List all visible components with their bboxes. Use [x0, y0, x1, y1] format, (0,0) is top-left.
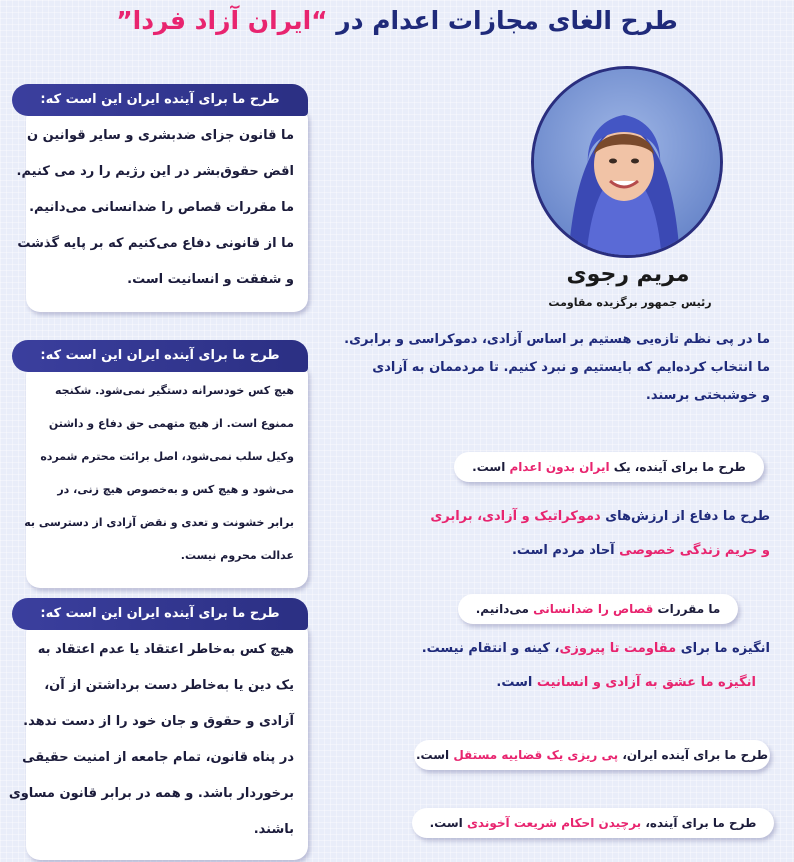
plan-card-body: [26, 362, 308, 588]
intro-paragraph: [310, 326, 770, 410]
pill-text: می‌دانیم.: [475, 602, 534, 616]
plan-pill-no-execution: [454, 452, 764, 482]
motivation-highlight: انگیزه ما عشق به آزادی و انسانیت: [536, 675, 756, 690]
values-text: آحاد مردم است.: [511, 543, 620, 558]
plan-card-line: ما از قانونی دفاع می‌کنیم که بر پایه گذشت: [17, 236, 294, 251]
pill-text: طرح ما برای آینده ایران،: [618, 748, 768, 762]
plan-pill-judiciary: [414, 740, 770, 770]
pill-text: طرح ما برای آینده،: [641, 816, 757, 830]
pill-text: طرح ما برای آینده، یک: [609, 460, 746, 474]
pill-highlight: ایران بدون اعدام: [509, 460, 610, 474]
pill-text: است.: [429, 816, 467, 830]
motivation-text: انگیزه ما برای: [676, 641, 770, 656]
values-paragraph: [430, 500, 770, 568]
intro-line: و خوشبختی برسند.: [645, 388, 770, 403]
motivation-paragraph: [422, 632, 770, 700]
plan-card-line: در پناه قانون، تمام جامعه از امنیت حقیقی: [22, 750, 294, 765]
plan-card-line: آزادی و حقوق و جان خود را از دست ندهد.: [23, 714, 294, 729]
values-highlight: دموکراتیک و آزادی، برابری: [430, 509, 601, 524]
pill-highlight: برچیدن احکام شریعت آخوندی: [466, 816, 642, 830]
plan-card-line: یک دین یا به‌خاطر دست برداشتن از آن،: [44, 678, 294, 693]
pill-text: ما مقررات: [653, 602, 721, 616]
pill-highlight: قصاص را ضدانسانی: [533, 602, 654, 616]
plan-card-heading: طرح ما برای آینده ایران این است که:: [12, 84, 308, 116]
page-title: [0, 6, 794, 35]
plan-card-line: ممنوع است. از هیچ متهمی حق دفاع و داشتن: [48, 417, 294, 430]
title-highlight: “ایران آزاد فردا”: [116, 6, 328, 35]
plan-card-line: وکیل سلب نمی‌شود، اصل برائت محترم شمرده: [40, 450, 294, 463]
plan-card-body: [16, 106, 308, 312]
intro-line: ما در پی نظم تازه‌یی هستیم بر اساس آزادی، دموکراسی و برابری.: [344, 332, 770, 347]
portrait-photo: [531, 66, 723, 258]
motivation-text: است.: [496, 675, 537, 690]
values-line: [430, 500, 770, 534]
plan-pill-qisas: [458, 594, 738, 624]
plan-card-heading: طرح ما برای آینده ایران این است که:: [12, 598, 308, 630]
plan-card-line: هیچ کس خودسرانه دستگیر نمی‌شود. شکنجه: [55, 384, 294, 397]
plan-card-line: هیچ کس به‌خاطر اعتقاد یا عدم اعتقاد به: [37, 642, 294, 657]
values-line: [430, 534, 770, 568]
plan-card-line: باشند.: [253, 822, 294, 837]
intro-line: ما انتخاب کرده‌ایم که بایستیم و نبرد کنیم. تا مردممان به آزادی: [372, 360, 770, 375]
plan-card-line: و شفقت و انسانیت است.: [127, 272, 294, 287]
title-prefix: طرح الغای مجازات اعدام در: [327, 6, 678, 35]
plan-card-line: عدالت محروم نیست.: [180, 549, 294, 562]
portrait-illustration: [531, 69, 720, 258]
plan-card-body: [8, 620, 308, 860]
plan-card-line: ما قانون جزای ضدبشری و سایر قوانین ن: [27, 128, 294, 143]
values-highlight: و حریم زندگی خصوصی: [619, 543, 770, 558]
motivation-highlight: مقاومت تا پیروزی: [559, 641, 677, 656]
profile-name: مریم رجوی: [566, 262, 690, 287]
plan-pill-sharia: [412, 808, 774, 838]
pill-text: است.: [415, 748, 454, 762]
plan-card-line: برخوردار باشد. و همه در برابر قانون مساوی: [8, 786, 294, 801]
motivation-text: ، کینه و انتقام نیست.: [421, 641, 560, 656]
profile-role: رئیس جمهور برگزیده مقاومت: [548, 296, 712, 309]
plan-card-line: می‌شود و هیچ کس و به‌خصوص هیچ زنی، در: [57, 483, 294, 496]
plan-card-line: برابر خشونت و تعدی و نقض آزادی از دسترسی به: [24, 516, 294, 529]
plan-card-line: اقض حقوق‌بشر در این رژیم را رد می کنیم.: [16, 164, 294, 179]
values-text: طرح ما دفاع از ارزش‌های: [600, 509, 770, 524]
plan-card-heading: طرح ما برای آینده ایران این است که:: [12, 340, 308, 372]
motivation-line: [422, 632, 770, 666]
motivation-line: [422, 666, 770, 700]
pill-text: است.: [472, 460, 510, 474]
plan-card-line: ما مقررات قصاص را ضدانسانی می‌دانیم.: [29, 200, 294, 215]
pill-highlight: پی ریزی یک قضاییه مستقل: [453, 748, 619, 762]
